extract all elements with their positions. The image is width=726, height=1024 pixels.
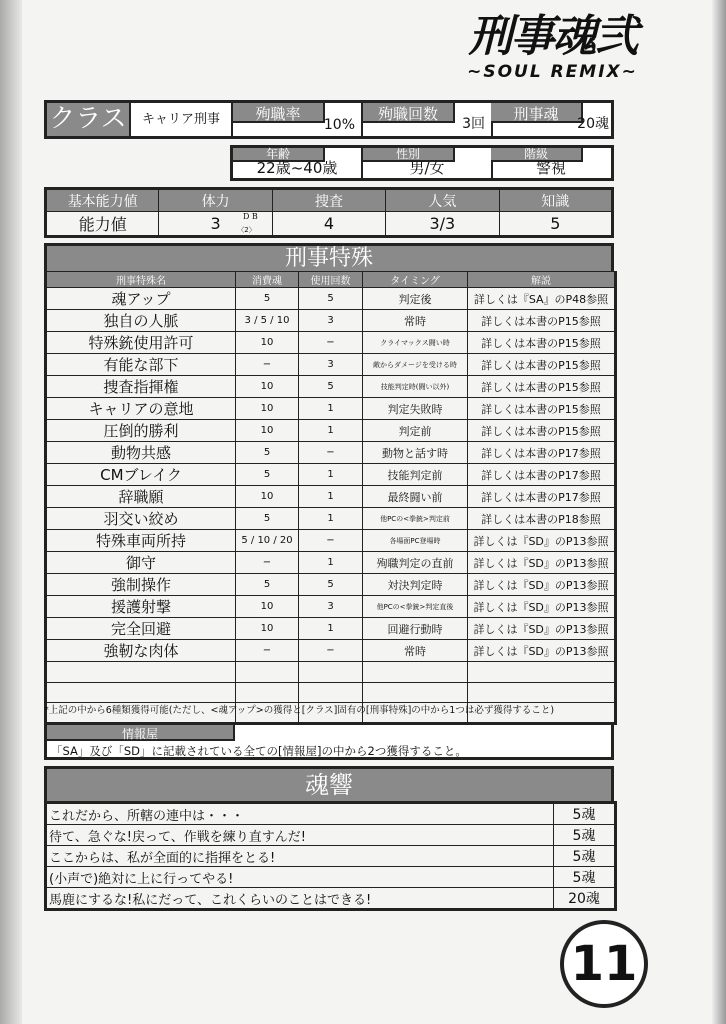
cost-cell: 10 (236, 420, 299, 442)
field-value: 警視 (535, 159, 566, 177)
field-2 (491, 103, 615, 136)
timing-cell: 敵からダメージを受ける時 (363, 354, 468, 376)
description-cell: 詳しくは『SD』のP13参照 (468, 552, 616, 574)
soul-row (46, 803, 616, 825)
soul-line: ここからは、私が全面的に指揮をとる! (46, 846, 554, 867)
table-row (46, 596, 616, 618)
ability-header: 基本能力値 (46, 189, 159, 212)
timing-cell: 他PCの<拳銃>判定前 (363, 508, 468, 530)
description-cell: 詳しくは本書のP15参照 (468, 310, 616, 332)
special-header: 刑事特殊名 (46, 272, 236, 288)
informant-label: 情報屋 (47, 725, 235, 741)
table-row (46, 486, 616, 508)
cost-cell: 5 (236, 288, 299, 310)
informant-text: 「SA」及び「SD」に記載されている全ての[情報屋]の中から2つ獲得すること。 (51, 744, 467, 758)
cost-cell: 10 (236, 376, 299, 398)
description-cell: 詳しくは本書のP15参照 (468, 420, 616, 442)
empty-cell (468, 662, 616, 683)
timing-cell: クライマックス闘い時 (363, 332, 468, 354)
uses-cell: − (299, 640, 363, 662)
description-cell: 詳しくは『SA』のP48参照 (468, 288, 616, 310)
ability-header: 捜査 (272, 189, 385, 212)
name-cell: 援護射撃 (46, 596, 236, 618)
cost-cell: 5 (236, 464, 299, 486)
field-label: 殉職回数 (363, 103, 455, 123)
ability-sub: 〈2〉 (237, 226, 256, 234)
class-row-2 (230, 145, 614, 181)
soul-cost: 5魂 (554, 825, 616, 846)
soul-table (44, 801, 617, 911)
uses-cell: 1 (299, 486, 363, 508)
cost-cell: 10 (236, 486, 299, 508)
ability-value (499, 212, 612, 237)
ability-value-text: 能力値 (78, 215, 127, 234)
description-cell: 詳しくは『SD』のP13参照 (468, 596, 616, 618)
cost-cell: − (236, 354, 299, 376)
ability-value-text: 5 (550, 214, 561, 233)
table-row (46, 376, 616, 398)
table-row (46, 618, 616, 640)
empty-cell (46, 662, 236, 683)
description-cell: 詳しくは『SD』のP13参照 (468, 530, 616, 552)
uses-cell: 3 (299, 596, 363, 618)
name-cell: 有能な部下 (46, 354, 236, 376)
logo-subtitle: ~SOUL REMIX~ (467, 62, 638, 82)
name-cell: 完全回避 (46, 618, 236, 640)
name-cell: 独自の人脈 (46, 310, 236, 332)
uses-cell: 1 (299, 508, 363, 530)
soul-line: 馬鹿にするな!私にだって、これくらいのことはできる! (46, 888, 554, 910)
name-cell: 捜査指揮権 (46, 376, 236, 398)
special-header: タイミング (363, 272, 468, 288)
table-row (46, 398, 616, 420)
empty-cell (46, 682, 236, 703)
uses-cell: 5 (299, 376, 363, 398)
empty-cell (299, 682, 363, 703)
empty-cell (299, 662, 363, 683)
cost-cell: 10 (236, 398, 299, 420)
name-cell: 辞職願 (46, 486, 236, 508)
field-label: 刑事魂 (491, 103, 583, 123)
cost-cell: 3 / 5 / 10 (236, 310, 299, 332)
name-cell: 羽交い絞め (46, 508, 236, 530)
description-cell: 詳しくは本書のP15参照 (468, 398, 616, 420)
special-note: *上記の中から6種類獲得可能(ただし、<魂アップ>の獲得と[クラス]固有の[刑事特殊]の中から1つは必ず獲得すること) (44, 705, 555, 716)
table-row (46, 354, 616, 376)
empty-row (46, 662, 616, 683)
timing-cell: 技能判定時(闘い以外) (363, 376, 468, 398)
uses-cell: 3 (299, 354, 363, 376)
field-label: 殉職率 (233, 103, 325, 123)
timing-cell: 各場面PC登場時 (363, 530, 468, 552)
field-value: 3回 (462, 116, 485, 132)
uses-cell: 1 (299, 618, 363, 640)
uses-cell: 5 (299, 574, 363, 596)
soul-cost: 5魂 (554, 803, 616, 825)
description-cell: 詳しくは『SD』のP13参照 (468, 618, 616, 640)
soul-row (46, 825, 616, 846)
ability-value-text: 4 (323, 214, 335, 233)
ability-header: 体力 (159, 189, 272, 212)
empty-row (46, 682, 616, 703)
class-row (44, 100, 614, 139)
description-cell: 詳しくは本書のP15参照 (468, 376, 616, 398)
soul-cost: 20魂 (554, 888, 616, 910)
table-row (46, 420, 616, 442)
table-row (46, 288, 616, 310)
field-value: 20魂 (577, 116, 609, 132)
ability-header: 人気 (386, 189, 499, 212)
cost-cell: 5 / 10 / 20 (236, 530, 299, 552)
table-row (46, 640, 616, 662)
empty-cell (468, 682, 616, 703)
uses-cell: 1 (299, 420, 363, 442)
cost-cell: 5 (236, 574, 299, 596)
special-header: 使用回数 (299, 272, 363, 288)
table-row (46, 508, 616, 530)
ability-value (272, 212, 385, 237)
logo (440, 12, 665, 82)
table-row (46, 464, 616, 486)
description-cell: 詳しくは本書のP15参照 (468, 354, 616, 376)
uses-cell: 1 (299, 398, 363, 420)
ability-note: D B (242, 212, 258, 221)
name-cell: キャリアの意地 (46, 398, 236, 420)
field2-2 (491, 148, 611, 178)
description-cell: 詳しくは本書のP17参照 (468, 464, 616, 486)
empty-cell (363, 662, 468, 683)
class-value: キャリア刑事 (131, 103, 233, 136)
cost-cell: − (236, 640, 299, 662)
timing-cell: 判定前 (363, 420, 468, 442)
empty-cell (236, 682, 299, 703)
page-edge-right (712, 0, 726, 1024)
cost-cell: 5 (236, 508, 299, 530)
table-row (46, 552, 616, 574)
page-edge-left (0, 0, 22, 1024)
cost-cell: 5 (236, 442, 299, 464)
soul-row (46, 867, 616, 888)
table-row (46, 442, 616, 464)
abilities-table (44, 187, 614, 238)
name-cell: 魂アップ (46, 288, 236, 310)
uses-cell: − (299, 332, 363, 354)
page-number: 11 (560, 920, 648, 1008)
cost-cell: 10 (236, 596, 299, 618)
description-cell: 詳しくは本書のP17参照 (468, 486, 616, 508)
informant-box (44, 722, 614, 760)
class-label: クラス (47, 103, 131, 136)
description-cell: 詳しくは『SD』のP13参照 (468, 574, 616, 596)
ability-value-text: 3/3 (429, 214, 456, 233)
empty-cell (236, 662, 299, 683)
logo-title: 刑事魂弐 (468, 11, 637, 62)
special-header: 解説 (468, 272, 616, 288)
uses-cell: 1 (299, 464, 363, 486)
field-value: 22歳~40歳 (256, 159, 338, 177)
field2-1 (363, 148, 493, 178)
field-label: 性別 (363, 148, 455, 162)
cost-cell: 10 (236, 618, 299, 640)
soul-line: (小声で)絶対に上に行ってやる! (46, 867, 554, 888)
name-cell: 特殊車両所持 (46, 530, 236, 552)
table-row (46, 332, 616, 354)
timing-cell: 常時 (363, 310, 468, 332)
cost-cell: 10 (236, 332, 299, 354)
timing-cell: 技能判定前 (363, 464, 468, 486)
ability-header: 知識 (499, 189, 612, 212)
soul-cost: 5魂 (554, 846, 616, 867)
name-cell: CMブレイク (46, 464, 236, 486)
name-cell: 特殊銃使用許可 (46, 332, 236, 354)
field-value: 10% (323, 117, 355, 133)
soul-row (46, 846, 616, 867)
description-cell: 詳しくは本書のP18参照 (468, 508, 616, 530)
field2-0 (233, 148, 363, 178)
timing-cell: 対決判定時 (363, 574, 468, 596)
timing-cell: 判定失敗時 (363, 398, 468, 420)
ability-value-text: 3 (210, 214, 221, 233)
soul-line: これだから、所轄の連中は・・・ (46, 803, 554, 825)
table-row (46, 310, 616, 332)
uses-cell: 5 (299, 288, 363, 310)
name-cell: 強靭な肉体 (46, 640, 236, 662)
uses-cell: 1 (299, 552, 363, 574)
special-header-row (46, 272, 616, 288)
name-cell: 強制操作 (46, 574, 236, 596)
name-cell: 圧倒的勝利 (46, 420, 236, 442)
uses-cell: − (299, 442, 363, 464)
uses-cell: 3 (299, 310, 363, 332)
table-row (46, 530, 616, 552)
soul-line: 待て、急ぐな!戻って、作戦を練り直すんだ! (46, 825, 554, 846)
ability-value (159, 212, 272, 237)
timing-cell: 他PCの<拳銃>判定直後 (363, 596, 468, 618)
field-label: 年齢 (233, 148, 325, 162)
special-table (44, 271, 617, 725)
description-cell: 詳しくは『SD』のP13参照 (468, 640, 616, 662)
timing-cell: 常時 (363, 640, 468, 662)
field-label: 階級 (491, 148, 583, 162)
special-title: 刑事特殊 (44, 243, 614, 271)
description-cell: 詳しくは本書のP17参照 (468, 442, 616, 464)
field-1 (363, 103, 493, 136)
special-header: 消費魂 (236, 272, 299, 288)
timing-cell: 最終闘い前 (363, 486, 468, 508)
uses-cell: − (299, 530, 363, 552)
name-cell: 御守 (46, 552, 236, 574)
timing-cell: 殉職判定の直前 (363, 552, 468, 574)
timing-cell: 判定後 (363, 288, 468, 310)
field-value: 男/女 (409, 159, 445, 177)
timing-cell: 回避行動時 (363, 618, 468, 640)
ability-value (386, 212, 499, 237)
empty-cell (363, 682, 468, 703)
name-cell: 動物共感 (46, 442, 236, 464)
ability-value (46, 212, 159, 237)
description-cell: 詳しくは本書のP15参照 (468, 332, 616, 354)
cost-cell: − (236, 552, 299, 574)
table-row (46, 574, 616, 596)
soul-title: 魂響 (44, 766, 614, 801)
soul-row (46, 888, 616, 910)
field-0 (233, 103, 363, 136)
soul-cost: 5魂 (554, 867, 616, 888)
timing-cell: 動物と話す時 (363, 442, 468, 464)
